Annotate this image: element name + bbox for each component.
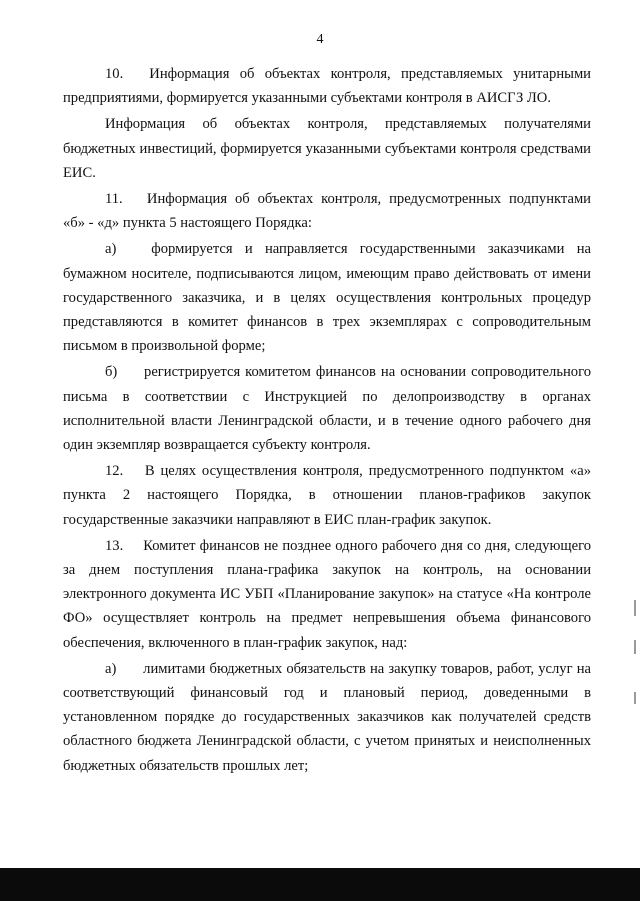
page-number: 4 — [316, 32, 324, 47]
paragraph-number: 11. — [105, 191, 123, 208]
paragraph-text: Информация об объектах контроля, представляемых получателями бюджетных инвестиций, формируется указанными субъектами контроля средствами ЕИС. — [63, 116, 591, 181]
paragraph-text: лимитами бюджетных обязательств на закупку товаров, работ, услуг на соответствующий финансовый год и плановый период, доведенными в установленном порядке до государственных заказчиков как получателей средств областного бюджета Ленинградской области, с учетом принятых и неисполненных бюджетных обязательств прошлых лет; — [63, 660, 591, 774]
subparagraph-11b — [63, 360, 591, 457]
subparagraph-letter: а) — [105, 660, 117, 677]
scan-margin-mark — [634, 692, 636, 704]
subparagraph-letter: а) — [105, 241, 117, 258]
paragraph-13 — [63, 534, 591, 655]
scan-margin-mark — [634, 600, 636, 616]
document-body — [63, 62, 591, 778]
paragraph-10-continued — [63, 112, 591, 185]
paragraph-number: 13. — [105, 537, 124, 554]
paragraph-text: формируется и направляется государственными заказчиками на бумажном носителе, подписываются лицом, имеющим право действовать от имени государственного заказчика, и в целях осуществления контрольных процедур представляются в комитет финансов в трех экземплярах с сопроводительным письмом в произвольной форме; — [63, 241, 591, 355]
paragraph-number: 10. — [105, 66, 124, 82]
subparagraph-letter: б) — [105, 364, 118, 381]
subparagraph-13a — [63, 657, 591, 778]
subparagraph-11a — [63, 237, 591, 358]
paragraph-10 — [63, 62, 591, 110]
paragraph-12 — [63, 459, 591, 532]
scan-footer-bar — [0, 868, 640, 901]
paragraph-text: регистрируется комитетом финансов на основании сопроводительного письма в соответствии с Инструкцией по делопроизводству в органах исполнительной власти Ленинградской области, и в течение одного рабочего дня один экземпляр возвращается субъекту контроля. — [63, 364, 591, 454]
paragraph-text: В целях осуществления контроля, предусмотренного подпунктом «а» пункта 2 настоящего Порядка, в отношении планов-графиков закупок государственные заказчики направляют в ЕИС план-график закупок. — [63, 463, 591, 528]
scan-margin-mark — [634, 640, 636, 654]
paragraph-text: Комитет финансов не позднее одного рабочего дня со дня, следующего за днем поступления плана-графика закупок на контроль, на основании электронного документа ИС УБП «Планирование закупок» на статусе «На контроле ФО» осуществляет контроль на предмет непревышения объема финансового обеспечения, включенного в план-график закупок, над: — [63, 537, 591, 651]
paragraph-text: Информация об объектах контроля, предусмотренных подпунктами «б» - «д» пункта 5 настоящего Порядка: — [63, 191, 591, 232]
paragraph-number: 12. — [105, 463, 124, 480]
paragraph-text: Информация об объектах контроля, представляемых унитарными предприятиями, формируется указанными субъектами контроля в АИСГЗ ЛО. — [63, 66, 591, 107]
paragraph-11 — [63, 187, 591, 235]
